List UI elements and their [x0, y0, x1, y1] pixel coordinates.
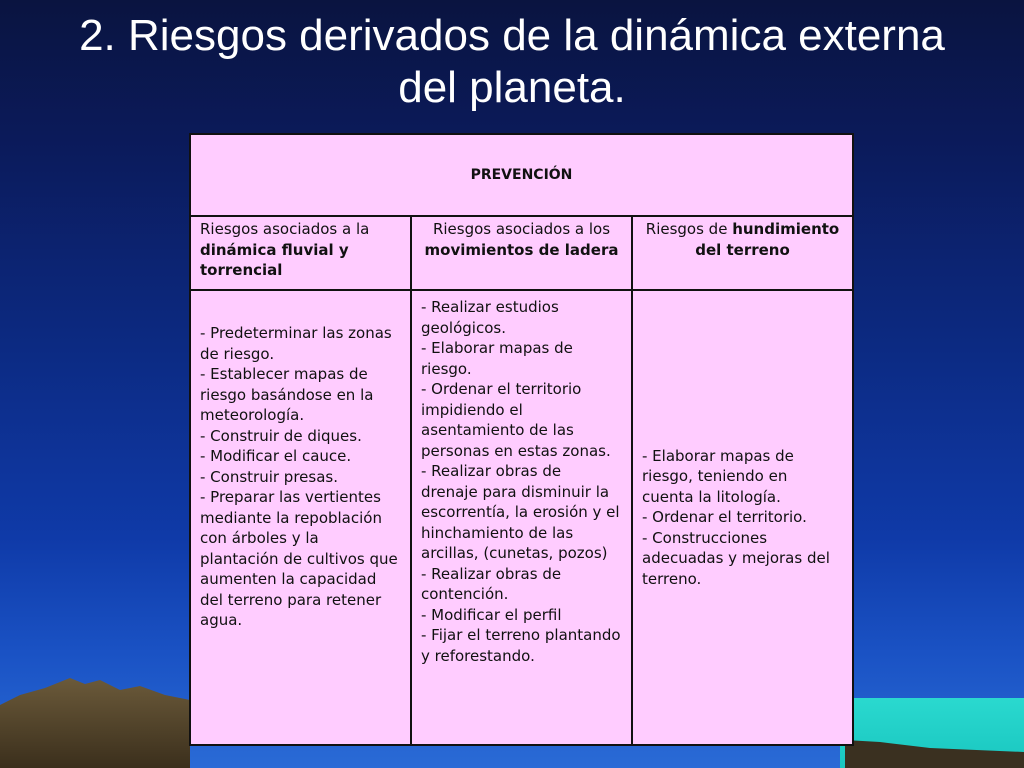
column-header-fluvial — [190, 216, 411, 290]
list-item: - Realizar obras de drenaje para disminuir la escorrentía, la erosión y el hinchamiento de las arcillas, (cunetas, pozos) — [421, 462, 620, 562]
list-item: - Modificar el cauce. — [200, 447, 352, 465]
fluvial-measures-cell — [190, 290, 411, 745]
list-item: - Modificar el perfil — [421, 605, 562, 624]
list-item: - Preparar las vertientes mediante la repoblación con árboles y la plantación de cultivos que aumenten la capacidad del terreno para retener agua. — [200, 488, 398, 629]
list-item: - Realizar obras de contención. — [421, 564, 562, 603]
table-header-row — [190, 134, 853, 216]
column-header-prefix: Riesgos asociados a los — [432, 220, 611, 238]
list-item: - Construir de diques. — [200, 426, 362, 445]
table-body-row — [190, 290, 853, 745]
title-line-1: 2. Riesgos derivados de la dinámica externa — [79, 11, 945, 60]
list-item: - Establecer mapas de riesgo basándose en la meteorología. — [200, 365, 374, 424]
prevention-table — [189, 133, 854, 746]
ladera-measures-cell — [411, 290, 632, 745]
column-header-prefix: Riesgos de — [645, 220, 733, 238]
list-item: - Elaborar mapas de riesgo. — [421, 339, 573, 378]
column-header-row — [190, 216, 853, 290]
column-header-ladera — [411, 216, 632, 290]
list-item: - Ordenar el territorio. — [642, 508, 807, 527]
column-header-bold: dinámica fluvial y torrencial — [200, 240, 349, 279]
prevention-header: PREVENCIÓN — [190, 134, 853, 216]
list-item: - Ordenar el territorio impidiendo el asentamiento de las personas en estas zonas. — [421, 380, 611, 460]
column-header-prefix: Riesgos asociados a la — [200, 220, 370, 238]
hundimiento-measures-cell — [632, 290, 853, 745]
title-line-2: del planeta. — [398, 63, 626, 112]
list-item: - Construcciones adecuadas y mejoras del terreno. — [642, 528, 830, 588]
list-item: - Fijar el terreno plantando y reforestando. — [421, 626, 621, 665]
slide-title — [0, 10, 1024, 114]
column-header-bold: movimientos de ladera — [424, 240, 619, 259]
list-item: - Elaborar mapas de riesgo, teniendo en cuenta la litología. — [642, 446, 794, 506]
list-item: - Realizar estudios geológicos. — [421, 298, 559, 337]
column-header-bold: hundimiento del terreno — [695, 220, 840, 259]
list-item: - Construir presas. — [200, 467, 338, 486]
list-item: - Predeterminar las zonas de riesgo. — [200, 324, 392, 363]
mountain-range — [0, 678, 190, 768]
column-header-hundimiento — [632, 216, 853, 290]
